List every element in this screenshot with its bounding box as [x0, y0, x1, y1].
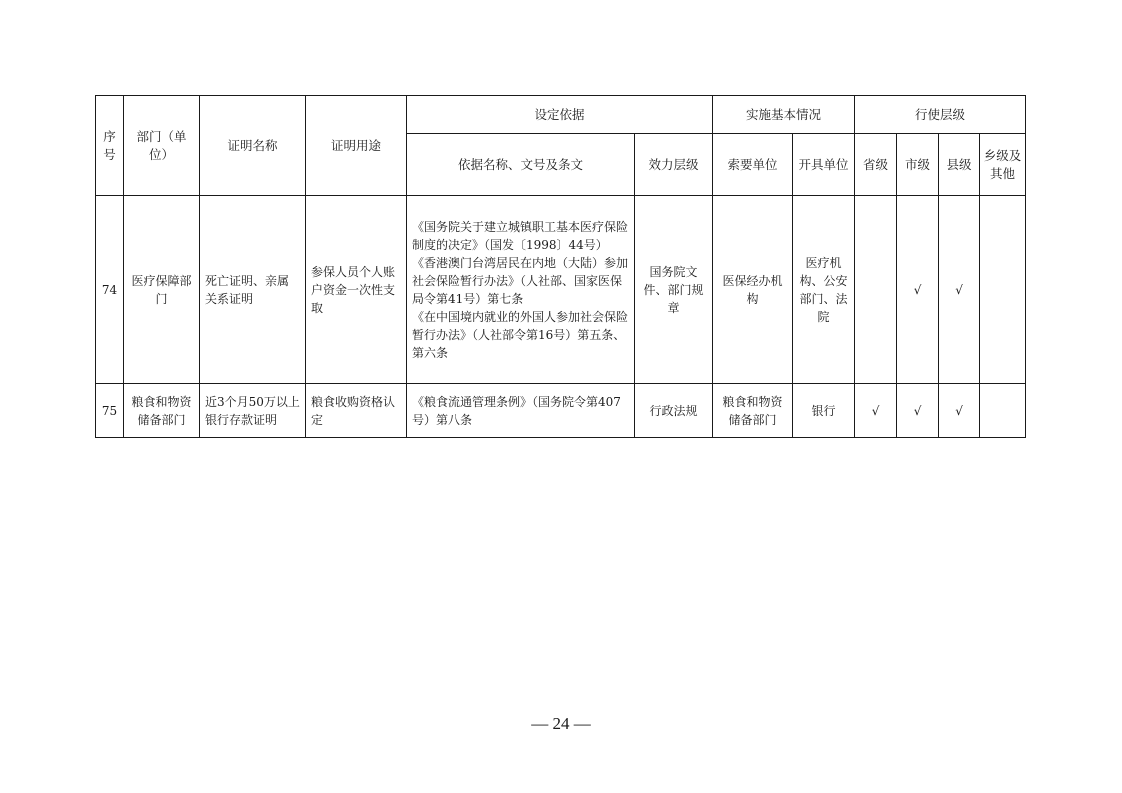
cell-cert-name: 近3个月50万以上银行存款证明	[200, 384, 306, 438]
header-province: 省级	[855, 134, 897, 196]
cell-province	[855, 196, 897, 384]
cell-county: √	[939, 384, 980, 438]
header-city: 市级	[897, 134, 939, 196]
header-impl: 实施基本情况	[713, 96, 855, 134]
cell-township	[980, 384, 1026, 438]
cell-county: √	[939, 196, 980, 384]
basis-line: 《粮食流通管理条例》（国务院令第407号）第八条	[412, 394, 621, 427]
cell-province: √	[855, 384, 897, 438]
header-row-1	[96, 96, 1026, 134]
header-cert-name: 证明名称	[200, 96, 306, 196]
cell-cert-use: 参保人员个人账户资金一次性支取	[306, 196, 407, 384]
cell-seq: 74	[96, 196, 124, 384]
cell-dept: 医疗保障部门	[124, 196, 200, 384]
header-dept: 部门（单位）	[124, 96, 200, 196]
cell-basis	[407, 196, 635, 384]
cell-seq: 75	[96, 384, 124, 438]
cell-issuing-unit: 医疗机构、公安部门、法院	[793, 196, 855, 384]
certificate-table	[95, 95, 1026, 438]
header-issuing-unit: 开具单位	[793, 134, 855, 196]
cell-dept: 粮食和物资储备部门	[124, 384, 200, 438]
header-levels: 行使层级	[855, 96, 1026, 134]
cell-issuing-unit: 银行	[793, 384, 855, 438]
basis-line: 《香港澳门台湾居民在内地（大陆）参加社会保险暂行办法》（人社部、国家医保局令第41号）第七条	[412, 255, 629, 306]
cell-effect-level: 国务院文件、部门规章	[635, 196, 713, 384]
cell-city: √	[897, 196, 939, 384]
table-row	[96, 384, 1026, 438]
cell-township	[980, 196, 1026, 384]
table-row	[96, 196, 1026, 384]
cell-requesting-unit: 医保经办机构	[713, 196, 793, 384]
cell-basis	[407, 384, 635, 438]
header-cert-use: 证明用途	[306, 96, 407, 196]
cell-city: √	[897, 384, 939, 438]
header-effect-level: 效力层级	[635, 134, 713, 196]
page-number: — 24 —	[531, 714, 591, 733]
basis-line: 《国务院关于建立城镇职工基本医疗保险制度的决定》（国发〔1998〕44号）	[412, 219, 629, 252]
basis-line: 《在中国境内就业的外国人参加社会保险暂行办法》（人社部令第16号）第五条、第六条	[412, 309, 629, 360]
cell-cert-name: 死亡证明、亲属关系证明	[200, 196, 306, 384]
cell-cert-use: 粮食收购资格认定	[306, 384, 407, 438]
header-seq: 序号	[96, 96, 124, 196]
cell-effect-level: 行政法规	[635, 384, 713, 438]
header-county: 县级	[939, 134, 980, 196]
header-basis: 设定依据	[407, 96, 713, 134]
cell-requesting-unit: 粮食和物资储备部门	[713, 384, 793, 438]
header-basis-name: 依据名称、文号及条文	[407, 134, 635, 196]
header-requesting-unit: 索要单位	[713, 134, 793, 196]
header-township: 乡级及其他	[980, 134, 1026, 196]
